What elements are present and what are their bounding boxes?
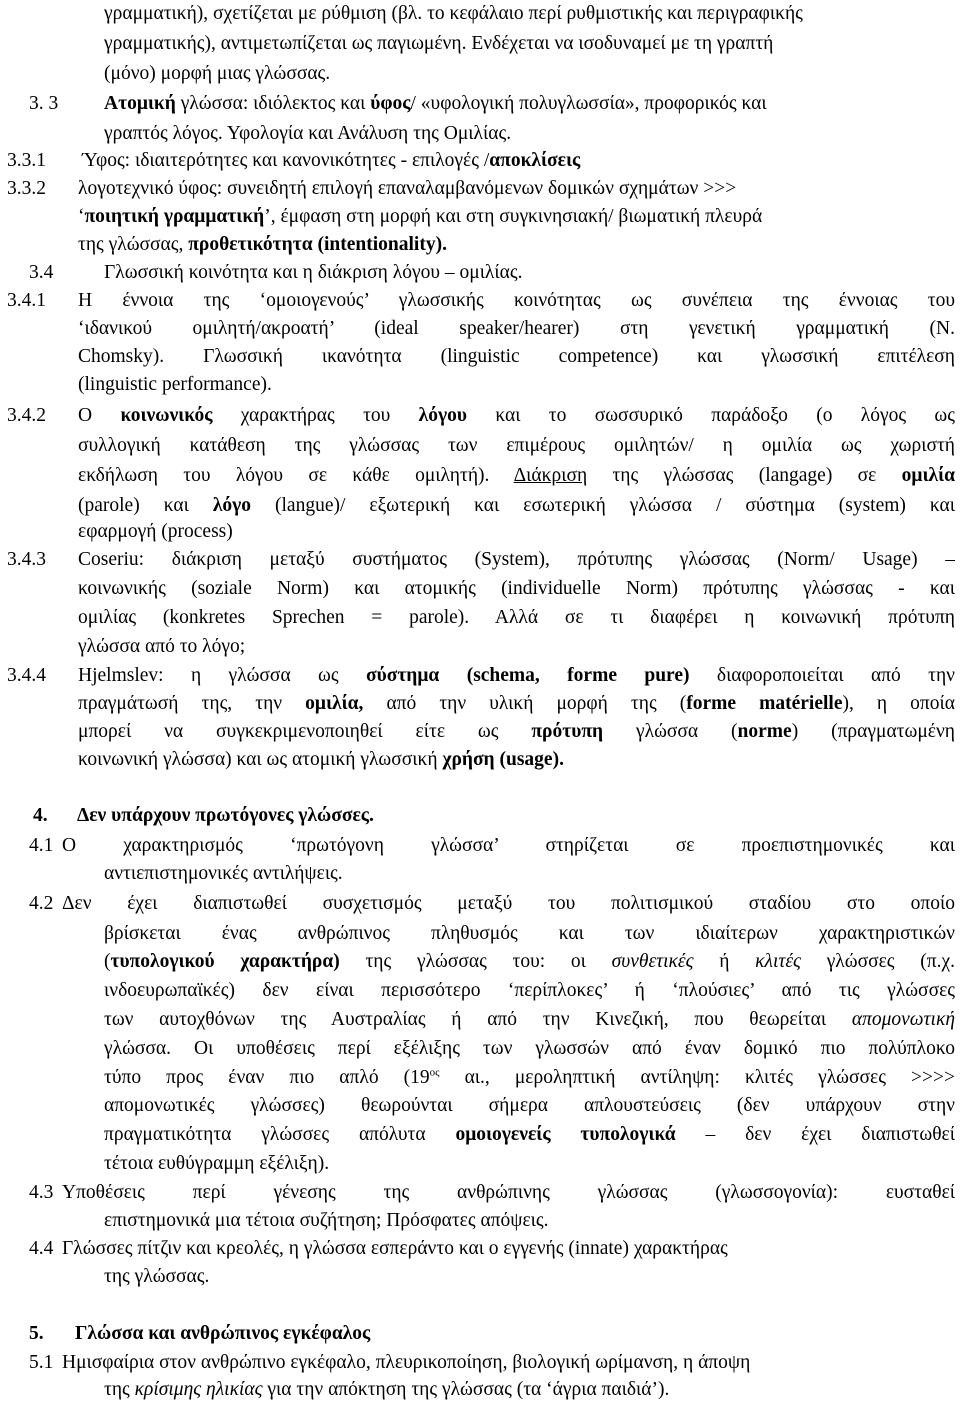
text: – δεν έχει διαπιστωθεί <box>675 1124 955 1145</box>
text: τέτοια ευθύγραμμη εξέλιξη). <box>104 1153 330 1174</box>
text-line <box>104 1094 955 1118</box>
text: από την υλική μορφή της ( <box>363 693 687 714</box>
bold-text: κοινωνικός <box>120 405 213 426</box>
text: Δεν έχει διαπιστωθεί συσχετισμός μεταξύ του πολιτισμικού σταδίου στο οποίο <box>62 893 955 914</box>
section-heading <box>75 1322 370 1346</box>
text: εκδήλωση του λόγου σε κάθε ομιλητή). <box>78 465 514 486</box>
text-line <box>78 345 955 369</box>
text-line <box>104 1378 669 1402</box>
text: γλώσσες (π.χ. <box>800 951 955 972</box>
text: Ο χαρακτηρισμός ‘πρωτόγονη γλώσσα’ στηρίζεται σε προεπιστημονικές και <box>62 835 955 856</box>
text-line <box>62 834 955 858</box>
text: Ύφος: ιδιαιτερότητες και κανονικότητες - επιλογές / <box>82 150 490 171</box>
text: (langue)/ εξωτερική και εσωτερική γλώσσα / σύστημα (system) και <box>251 495 955 516</box>
text: Γλώσσες πίτζιν και κρεολές, η γλώσσα εσπεράντο και ο εγγενής (innate) χαρακτήρας <box>62 1238 728 1259</box>
text-line <box>78 289 955 313</box>
text: Γλωσσική κοινότητα και η διάκριση λόγου – ομιλίας. <box>104 262 523 283</box>
text-line <box>104 922 955 946</box>
text-line <box>78 464 955 488</box>
bold-text: forme matérielle <box>686 693 843 714</box>
text-line <box>78 692 955 716</box>
text: πραγμάτωσή της, την <box>78 693 306 714</box>
text: της γλώσσας. <box>104 1266 210 1287</box>
text: αντιεπιστημονικές αντιλήψεις. <box>104 863 343 884</box>
text: (μόνο) μορφή μιας γλώσσας. <box>104 63 331 84</box>
text-line <box>78 635 245 659</box>
section-heading <box>77 804 374 828</box>
text-line <box>104 1066 955 1090</box>
bold-text: norme <box>737 721 792 742</box>
text: γραμματική), σχετίζεται με ρύθμιση (βλ. το κεφάλαιο περί ρυθμιστικής και περιγραφικής <box>104 3 803 24</box>
text-line <box>104 862 343 886</box>
text: ή <box>693 951 756 972</box>
bold-text: τυπολογικού χαρακτήρα) <box>110 951 340 972</box>
text: ινδοευρωπαϊκές) δεν είναι περισσότερο ‘περίπλοκες’ ή ‘πλούσιες’ από τις γλώσσες <box>104 980 955 1001</box>
text-line <box>78 664 955 688</box>
bold-text: ομοιογενείς τυπολογικά <box>455 1124 676 1145</box>
text-line <box>104 950 955 974</box>
text: της γλώσσας (langage) σε <box>587 465 902 486</box>
text-line <box>104 62 330 86</box>
text-line <box>78 233 447 257</box>
text-line <box>78 317 955 341</box>
text: βρίσκεται ένας ανθρώπινος πληθυσμός και των ιδιαίτερων χαρακτηριστικών <box>104 923 955 944</box>
text-line <box>78 205 762 229</box>
section-number: 3.4 <box>29 262 54 283</box>
bold-text: προθετικότητα (intentionality). <box>188 234 447 255</box>
text: (linguistic performance). <box>78 374 272 395</box>
text: ομιλίας (konkretes Sprechen = parole). Αλλά σε τι διαφέρει η κοινωνική πρότυπη <box>78 607 955 628</box>
text: Ο <box>78 405 121 426</box>
section-number: 3. 3 <box>29 93 59 114</box>
bold-text: λόγο <box>212 495 252 516</box>
text-line <box>78 494 955 518</box>
section-number: 3.4.2 <box>7 405 46 426</box>
text: διαφοροποιείται από την <box>689 665 955 686</box>
text-line <box>104 1209 549 1233</box>
italic-text: συνθετικές <box>611 951 694 972</box>
bold-text: ομιλία, <box>305 693 364 714</box>
text: και το σωσσυρικό παράδοξο (ο λόγος ως <box>466 405 955 426</box>
text: Η έννοια της ‘ομοιογενούς’ γλωσσικής κοινότητας ως συνέπεια της έννοιας του <box>78 290 955 311</box>
text: για την απόκτηση της γλώσσας (τα ‘άγρια παιδιά’). <box>262 1379 670 1400</box>
text: (parole) και <box>78 495 213 516</box>
text-line <box>78 577 955 601</box>
text: γραμματικής), αντιμετωπίζεται ως παγιωμένη. Ενδέχεται να ισοδυναμεί με τη γραπτή <box>104 33 774 54</box>
text-line <box>78 177 736 201</box>
text-line <box>78 606 955 630</box>
text: επιστημονικά μια τέτοια συζήτηση; Πρόσφατες απόψεις. <box>104 1210 549 1231</box>
superscript: ος <box>429 1066 440 1079</box>
text-line <box>104 122 511 146</box>
section-number: 4.4 <box>29 1238 54 1259</box>
heading-text: Δεν υπάρχουν πρωτόγονες γλώσσες. <box>77 805 374 826</box>
text-line <box>104 1265 209 1289</box>
italic-text: κρίσιμης ηλικίας <box>134 1379 263 1400</box>
text: ’, έμφαση στη μορφή και στη συγκινησιακή/ βιωματική πλευρά <box>264 206 763 227</box>
text: Υποθέσεις περί γένεσης της ανθρώπινης γλώσσας (γλωσσογονία): ευσταθεί <box>62 1182 955 1203</box>
text: Coseriu: διάκριση μεταξύ συστήματος (System), πρότυπης γλώσσας (Norm/ Usage) – <box>78 549 955 570</box>
bold-text: αποκλίσεις <box>489 150 581 171</box>
text: αι., μεροληπτική αντίληψη: κλιτές γλώσσες >>>> <box>439 1067 955 1088</box>
text: κοινωνική γλώσσα) και ως ατομική γλωσσική <box>78 749 443 770</box>
section-number: 4.3 <box>29 1182 54 1203</box>
text-line <box>62 892 955 916</box>
text: της γλώσσας του: οι <box>339 951 612 972</box>
bold-text: πρότυπη <box>531 721 604 742</box>
section-number: 3.3.2 <box>7 178 46 199</box>
text: των αυτοχθόνων της Αυστραλίας ή από την Κινεζική, που θεωρείται <box>104 1009 852 1030</box>
bold-text: σύστημα (schema, forme pure) <box>365 665 690 686</box>
text: ), η οποία <box>842 693 955 714</box>
text-line <box>104 1152 329 1176</box>
text-line <box>62 1237 728 1261</box>
text: γλώσσα ( <box>603 721 738 742</box>
text: ‘ <box>78 206 85 227</box>
text: Chomsky). Γλωσσική ικανότητα (linguistic competence) και γλωσσική επιτέλεση <box>78 346 955 367</box>
bold-text: ποιητική γραμματική <box>84 206 265 227</box>
text: γλώσσα: ιδιόλεκτος και <box>175 93 371 114</box>
section-number: 5.1 <box>29 1352 54 1373</box>
bold-text: ομιλία <box>901 465 955 486</box>
text-line <box>104 32 773 56</box>
text-line <box>78 720 955 744</box>
text: ‘ιδανικού ομιλητή/ακροατή’ (ideal speaker/hearer) στη γενετική γραμματική (N. <box>78 318 955 339</box>
text: γραπτός λόγος. Υφολογία και Ανάλυση της Ομιλίας. <box>104 123 512 144</box>
text: λογοτεχνικό ύφος: συνειδητή επιλογή επαναλαμβανόμενων δομικών σχημάτων >>> <box>78 178 737 199</box>
section-number: 3.3.1 <box>7 150 46 171</box>
text: τύπο προς έναν πιο απλό (19 <box>104 1067 430 1088</box>
text: γλώσσα. Οι υποθέσεις περί εξέλιξης των γλωσσών από έναν δομικό πιο πολύπλοκο <box>104 1038 955 1059</box>
bold-text: ύφος <box>370 93 411 114</box>
text-line <box>104 261 522 285</box>
section-number: 4. <box>33 805 48 826</box>
text: γλώσσα από το λόγο; <box>78 636 246 657</box>
italic-text: απομονωτική <box>851 1009 955 1030</box>
text: εφαρμογή (process) <box>78 521 233 542</box>
text-line <box>104 1123 955 1147</box>
section-number: 3.4.3 <box>7 549 46 570</box>
section-number: 4.1 <box>29 835 54 856</box>
underlined-text: Διάκριση <box>513 465 588 486</box>
section-number: 5. <box>29 1323 44 1344</box>
text-line <box>78 748 564 772</box>
bold-text: Ατομική <box>104 93 176 114</box>
text-line <box>78 434 955 458</box>
text: Ημισφαίρια στον ανθρώπινο εγκέφαλο, πλευρικοποίηση, βιολογική ωρίμανση, η άποψη <box>62 1352 751 1373</box>
text-line <box>104 1008 955 1032</box>
text: ( <box>104 951 111 972</box>
text: κοινωνικής (soziale Norm) και ατομικής (individuelle Norm) πρότυπης γλώσσας - και <box>78 578 955 599</box>
text: Hjelmslev: η γλώσσα ως <box>78 665 366 686</box>
text-line <box>104 92 767 116</box>
text: της γλώσσας, <box>78 234 189 255</box>
text-line <box>78 373 272 397</box>
section-number: 4.2 <box>29 893 54 914</box>
text: μπορεί να συγκεκριμενοποιηθεί είτε ως <box>78 721 532 742</box>
bold-text: λόγου <box>418 405 467 426</box>
text-line <box>78 520 233 544</box>
text: απομονωτικές γλώσσες) θεωρούνται σήμερα απλουστεύσεις (δεν υπάρχουν στην <box>104 1095 955 1116</box>
text-line <box>78 548 955 572</box>
text: χαρακτήρας του <box>212 405 419 426</box>
section-number: 3.4.4 <box>7 665 46 686</box>
text-line <box>62 1181 955 1205</box>
text-line <box>82 149 580 173</box>
text-line <box>104 1037 955 1061</box>
text: συλλογική κατάθεση της γλώσσας των επιμέρους ομιλητών/ η ομιλία ως χωριστή <box>78 435 955 456</box>
text-line <box>104 2 803 26</box>
text: ) (πραγματωμένη <box>791 721 955 742</box>
bold-text: χρήση (usage). <box>442 749 564 770</box>
heading-text: Γλώσσα και ανθρώπινος εγκέφαλος <box>75 1323 371 1344</box>
text: της <box>104 1379 135 1400</box>
text: / «υφολογική πολυγλωσσία», προφορικός και <box>410 93 767 114</box>
section-number: 3.4.1 <box>7 290 46 311</box>
text: πραγματικότητα γλώσσες απόλυτα <box>104 1124 456 1145</box>
text-line <box>78 404 955 428</box>
italic-text: κλιτές <box>755 951 801 972</box>
text-line <box>104 979 955 1003</box>
text-line <box>62 1351 750 1375</box>
